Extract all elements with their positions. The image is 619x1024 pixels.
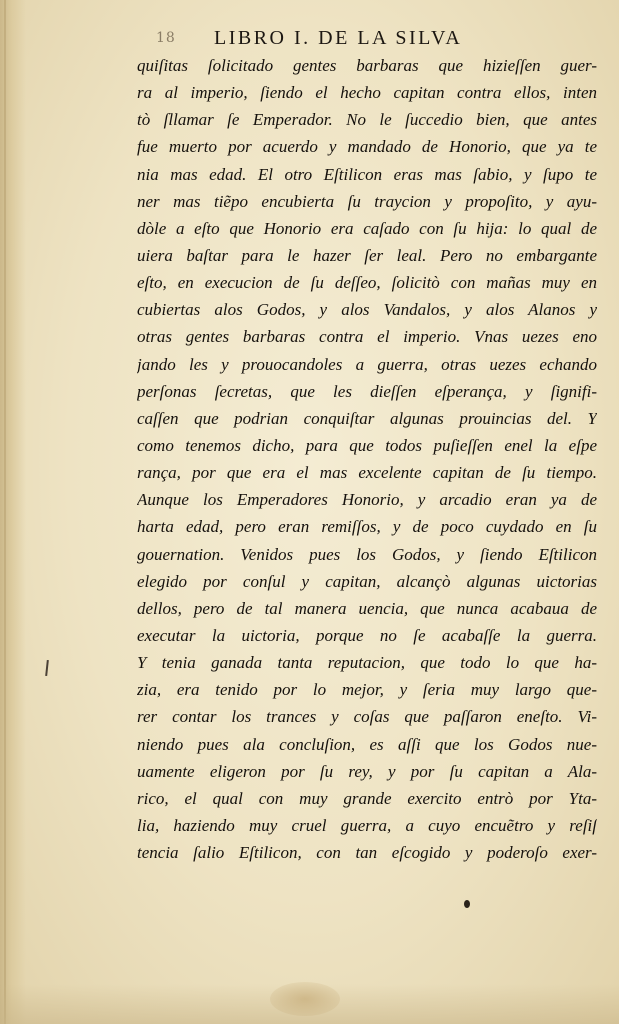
- text-line: rer contar los trances y coſas que paſſaron eneſto. Vi-: [137, 707, 597, 727]
- text-line: nia mas edad. El otro Eſtilicon eras mas ſabio, y ſupo te: [137, 164, 597, 184]
- margin-mark: [45, 660, 49, 676]
- text-line: uamente eligeron por ſu rey, y por ſu capitan a Ala-: [137, 761, 597, 781]
- text-line: harta edad, pero eran remiſſos, y de poco cuydado en ſu: [137, 517, 597, 537]
- text-line: perſonas ſecretas, que les dieſſen eſperança, y ſignifi-: [137, 381, 597, 401]
- text-line: uiera baſtar para le hazer ſer leal. Pero no embargante: [137, 245, 597, 265]
- text-line: zia, era tenido por lo mejor, y ſeria muy largo que-: [137, 680, 597, 700]
- text-line: executar la uictoria, porque no ſe acabaſſe la guerra.: [137, 625, 597, 645]
- text-line: cubiertas alos Godos, y alos Vandalos, y alos Alanos y: [137, 300, 597, 320]
- text-line: Y tenia ganada tanta reputacion, que todo lo que ha-: [137, 653, 597, 673]
- text-line: Aunque los Emperadores Honorio, y arcadio eran ya de: [137, 490, 597, 510]
- text-line: gouernation. Venidos pues los Godos, y ſiendo Eſtilicon: [137, 544, 597, 564]
- text-line: dellos, pero de tal manera uencia, que nunca acabaua de: [137, 598, 597, 618]
- text-line: ra al imperio, ſiendo el hecho capitan contra ellos, inten: [137, 83, 597, 103]
- text-line: tencia ſalio Eſtilicon, con tan eſcogido y poderoſo exer-: [137, 843, 597, 863]
- text-line: otras gentes barbaras contra el imperio. Vnas uezes eno: [137, 327, 597, 347]
- body-text: [137, 52, 597, 866]
- text-line: lia, haziendo muy cruel guerra, a cuyo encuẽtro y reſiſ: [137, 815, 597, 835]
- text-line: fue muerto por acuerdo y mandado de Honorio, que ya te: [137, 137, 597, 157]
- text-line: quiſitas ſolicitado gentes barbaras que hizieſſen guer-: [137, 56, 597, 75]
- text-line: dòle a eſto que Honorio era caſado con ſu hija: lo qual de: [137, 218, 597, 238]
- text-line: tò ſllamar ſe Emperador. No le ſuccedio bien, que antes: [137, 110, 597, 130]
- page-number: 18: [156, 30, 176, 46]
- text-line: rança, por que era el mas excelente capitan de ſu tiempo.: [137, 463, 597, 483]
- paper-stain: [270, 982, 340, 1016]
- page-edge: [4, 0, 6, 1024]
- text-line: ner mas tiẽpo encubierta ſu traycion y propoſito, y ayu-: [137, 191, 597, 211]
- text-line: eſto, en execucion de ſu deſſeo, ſolicitò con mañas muy en: [137, 273, 597, 293]
- text-line: elegido por conſul y capitan, alcançò algunas uictorias: [137, 571, 597, 591]
- text-line: jando les y prouocandoles a guerra, otras uezes echando: [137, 354, 597, 374]
- ink-spot: [464, 900, 470, 908]
- running-head: LIBRO I. DE LA SILVA: [214, 27, 463, 49]
- text-line: caſſen que podrian conquiſtar algunas prouincias del. Y: [137, 408, 597, 428]
- text-line: rico, el qual con muy grande exercito entrò por Yta-: [137, 788, 597, 808]
- text-line: niendo pues ala concluſion, es aſſi que los Godos nue-: [137, 734, 597, 754]
- text-line: como tenemos dicho, para que todos puſieſſen enel la eſpe: [137, 435, 597, 455]
